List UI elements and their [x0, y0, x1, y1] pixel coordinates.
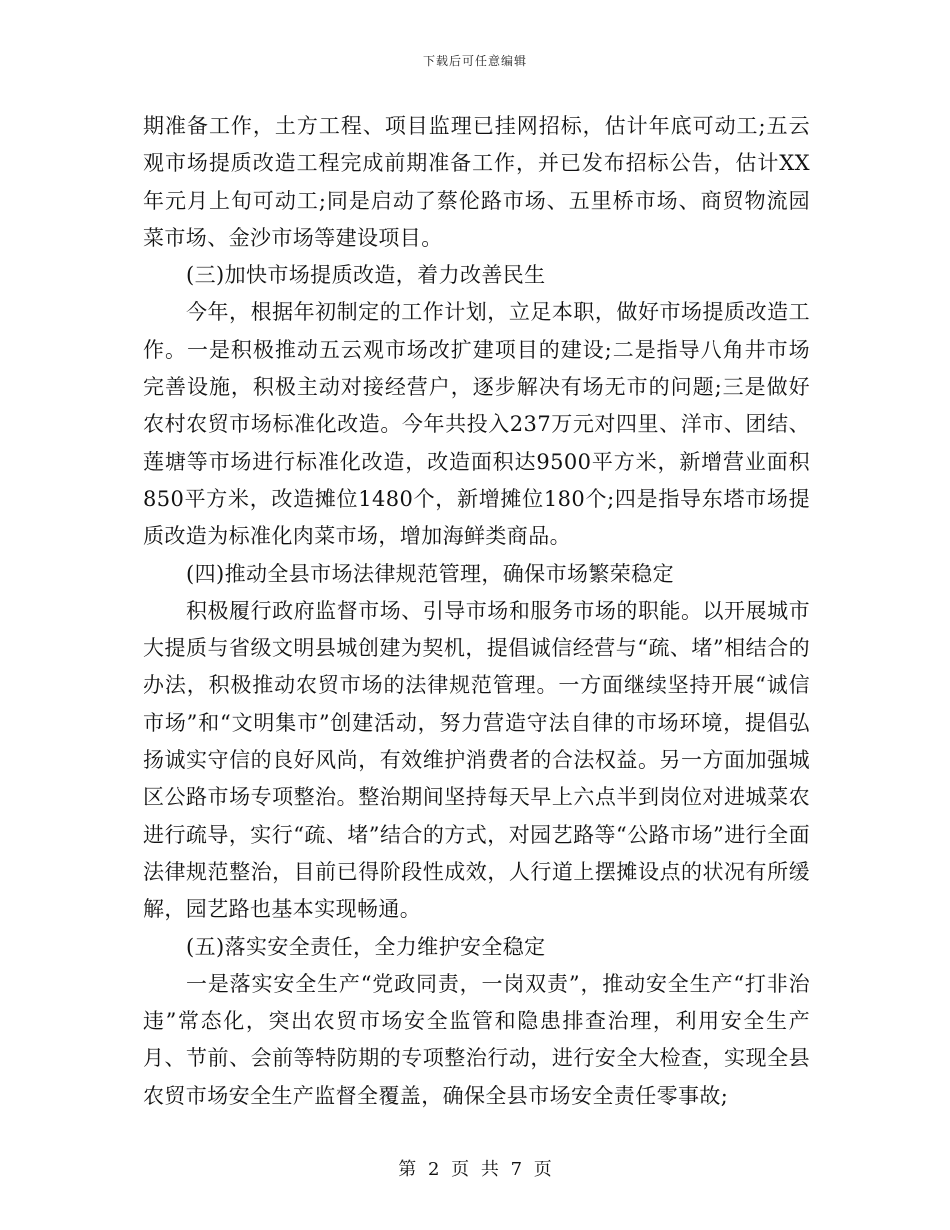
page-header-note: 下载后可任意编辑: [422, 54, 527, 68]
section-heading: (五)落实安全责任，全力维护安全稳定: [186, 934, 546, 959]
section-heading: (三)加快市场提质改造，着力改善民生: [186, 263, 546, 288]
paragraph: 一是落实安全生产“党政同责，一岗双责”，推动安全生产“打非治违”常态化，突出农贸市场安全监管和隐患排查治理，利用安全生产月、节前、会前等特防期的专项整治行动，进行安全大检查，实现全县农贸市场安全生产监督全覆盖，确保全县市场安全责任零事故;: [143, 971, 810, 1108]
document-body: [143, 108, 810, 1115]
paragraph: 期准备工作，土方工程、项目监理已挂网招标，估计年底可动工;五云观市场提质改造工程完成前期准备工作，并已发布招标公告，估计XX年元月上旬可动工;同是启动了蔡伦路市场、五里桥市场、商贸物流园菜市场、金沙市场等建设项目。: [143, 114, 810, 250]
paragraph: 积极履行政府监督市场、引导市场和服务市场的职能。以开展城市大提质与省级文明县城创建为契机，提倡诚信经营与“疏、堵”相结合的办法，积极推动农贸市场的法律规范管理。一方面继续坚持开展“诚信市场”和“文明集市”创建活动，努力营造守法自律的市场环境，提倡弘扬诚实守信的良好风尚，有效维护消费者的合法权益。另一方面加强城区公路市场专项整治。整治期间坚持每天早上六点半到岗位对进城菜农进行疏导，实行“疏、堵”结合的方式，对园艺路等“公路市场”进行全面法律规范整治，目前已得阶段性成效，人行道上摆摊设点的状况有所缓解，园艺路也基本实现畅通。: [143, 598, 810, 922]
paragraph: 今年，根据年初制定的工作计划，立足本职，做好市场提质改造工作。一是积极推动五云观市场改扩建项目的建设;二是指导八角井市场完善设施，积极主动对接经营户，逐步解决有场无市的问题;三是做好农村农贸市场标准化改造。今年共投入237万元对四里、洋市、团结、莲塘等市场进行标准化改造，改造面积达9500平方米，新增营业面积850平方米，改造摊位1480个，新增摊位180个;四是指导东塔市场提质改造为标准化肉菜市场，增加海鲜类商品。: [143, 300, 810, 549]
page-number: 第 2 页 共 7 页: [398, 1159, 552, 1180]
section-heading: (四)推动全县市场法律规范管理，确保市场繁荣稳定: [186, 561, 674, 586]
